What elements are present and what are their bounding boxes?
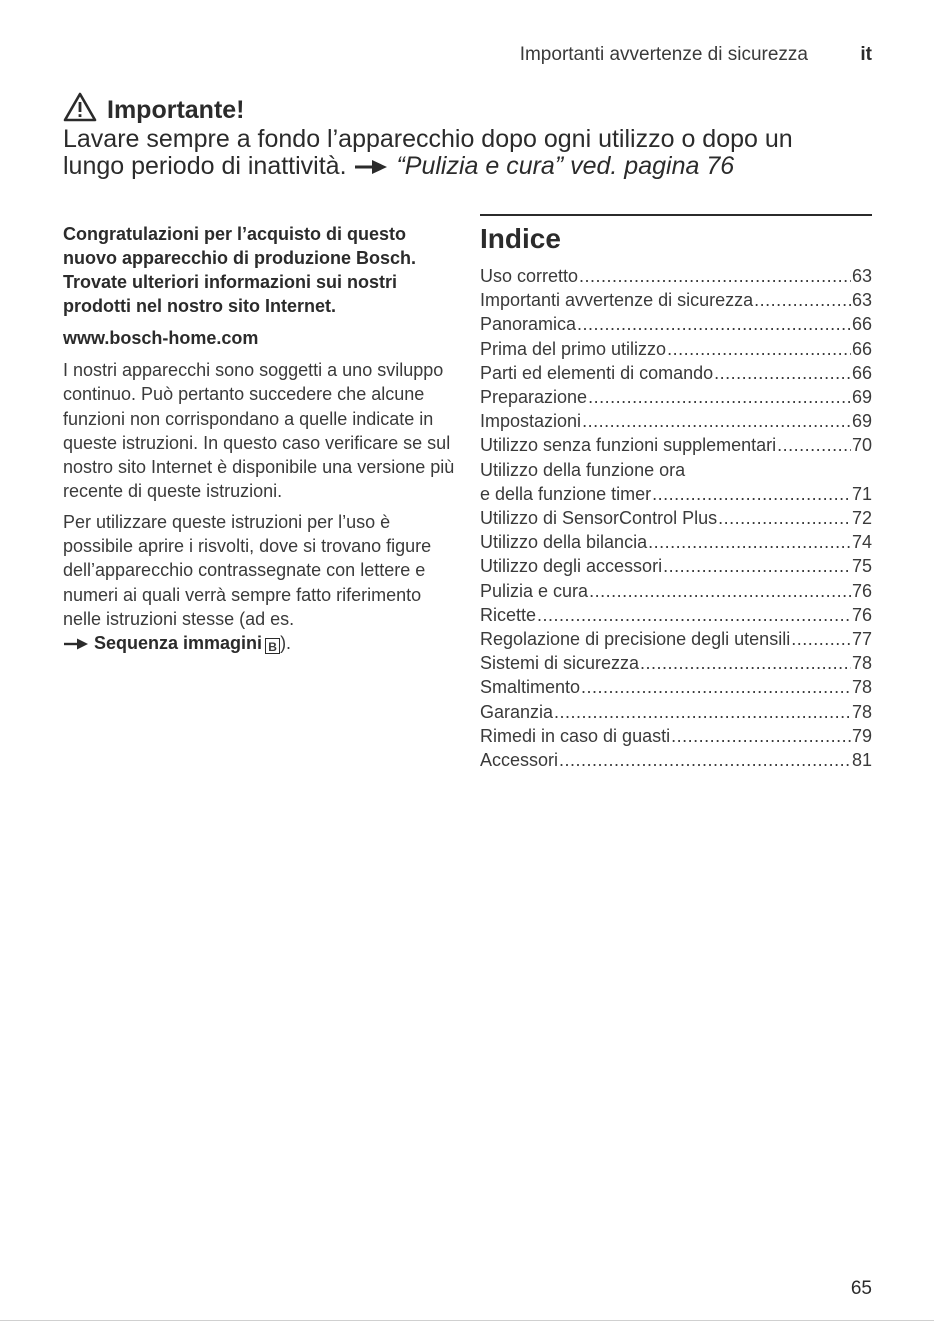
- toc-entry-page: 77: [851, 629, 872, 650]
- toc-entry[interactable]: [480, 579, 872, 603]
- toc-divider: [480, 214, 872, 216]
- toc-entry-leader: [777, 433, 851, 457]
- page-number: 65: [850, 1278, 872, 1299]
- toc-entry[interactable]: [480, 433, 872, 457]
- toc-entry-page: 81: [851, 750, 872, 771]
- warning-triangle-icon: [63, 92, 107, 129]
- toc-entry-page: 78: [851, 701, 872, 722]
- toc-entry-title: Importanti avvertenze di sicurezza: [480, 290, 754, 311]
- toc-entry[interactable]: [480, 603, 872, 627]
- toc-entry[interactable]: [480, 264, 872, 288]
- toc-entry[interactable]: [480, 700, 872, 724]
- congratulations-text: Congratulazioni per l’acquisto di questo nuovo apparecchio di produzione Bosch. Trovate ulteriori informazioni sui nostri prodotti nel nostro sito Internet.: [63, 224, 417, 316]
- toc-entry-title: Prima del primo utilizzo: [480, 338, 667, 359]
- intro-column: [63, 222, 455, 657]
- toc-entry-page: 70: [851, 435, 872, 456]
- toc-entry-title: Regolazione di precisione degli utensili: [480, 629, 791, 650]
- toc-entry-title: Utilizzo degli accessori: [480, 556, 663, 577]
- toc-entry-title: Accessori: [480, 750, 559, 771]
- toc-entry[interactable]: [480, 482, 872, 506]
- toc-entry-page: 71: [851, 483, 872, 504]
- toc-entry-page: 75: [851, 556, 872, 577]
- toc-entry-page: 79: [851, 725, 872, 746]
- toc-entry-title: Garanzia: [480, 701, 554, 722]
- toc-entry-leader: [667, 337, 851, 361]
- toc-entry-page: 72: [851, 508, 872, 529]
- toc-title: Indice: [480, 223, 561, 254]
- toc-entry-title: Preparazione: [480, 387, 588, 408]
- toc-entry-leader: [559, 748, 851, 772]
- toc-entry-title: Utilizzo senza funzioni supplementari: [480, 435, 777, 456]
- important-notice-line2: lungo periodo di inattività.: [63, 152, 347, 180]
- important-notice-line2-wrap: [63, 153, 883, 181]
- toc-entry-page: 66: [851, 314, 872, 335]
- toc-entry[interactable]: [480, 675, 872, 699]
- toc-entry[interactable]: [480, 312, 872, 336]
- toc-entry[interactable]: [480, 554, 872, 578]
- table-of-contents: [480, 214, 872, 772]
- toc-entry[interactable]: [480, 409, 872, 433]
- toc-entry-title: Panoramica: [480, 314, 577, 335]
- important-notice: [63, 92, 883, 181]
- toc-entry-page: 66: [851, 338, 872, 359]
- header-language: it: [860, 44, 872, 65]
- toc-entry[interactable]: [480, 530, 872, 554]
- toc-entry[interactable]: [480, 651, 872, 675]
- toc-entry-title: Pulizia e cura: [480, 580, 589, 601]
- toc-entry-page: 63: [851, 266, 872, 286]
- toc-entry-leader: [577, 312, 851, 336]
- toc-entry-title: Uso corretto: [480, 266, 579, 286]
- toc-entry-leader: [714, 361, 851, 385]
- website-url[interactable]: www.bosch-home.com: [63, 328, 259, 348]
- toc-entry-page: 76: [851, 604, 872, 625]
- toc-entry-title: e della funzione timer: [480, 483, 652, 504]
- toc-entry-leader: [791, 627, 851, 651]
- important-notice-body: [63, 126, 883, 181]
- toc-entry-leader: [537, 603, 851, 627]
- toc-entry-leader: [581, 675, 851, 699]
- arrow-right-icon: [63, 632, 89, 656]
- toc-entry-page: 66: [851, 362, 872, 383]
- toc-entry[interactable]: [480, 288, 872, 312]
- foldouts-text: Per utilizzare queste istruzioni per l’uso è possibile aprire i risvolti, dove si trovano figure dell’apparecchio contrassegnate con lettere e numeri ai quali verrà sempre fatto riferimento nelle istruzioni stesse (ad es.: [63, 511, 432, 629]
- toc-entry-leader: [671, 724, 851, 748]
- toc-entry[interactable]: [480, 385, 872, 409]
- toc-entry[interactable]: [480, 748, 872, 772]
- sequence-suffix: ).: [280, 633, 292, 654]
- toc-entry-leader: [640, 651, 851, 675]
- toc-entry-title: Impostazioni: [480, 411, 582, 432]
- toc-entry[interactable]: [480, 337, 872, 361]
- toc-entry[interactable]: [480, 361, 872, 385]
- toc-entry-title: Utilizzo di SensorControl Plus: [480, 508, 718, 529]
- toc-entry-page: 63: [851, 290, 872, 311]
- intro-paragraph-development: I nostri apparecchi sono soggetti a uno sviluppo continuo. Può pertanto succedere che alcune funzioni non corrispondano a quelle indicate in queste istruzioni. In questo caso verificare se sul nostro sito Internet è disponibile una versione più recente di queste istruzioni.: [63, 360, 455, 502]
- arrow-right-icon: [353, 154, 389, 181]
- header-section-title: Importanti avvertenze di sicurezza: [519, 44, 808, 65]
- toc-entry-page: 76: [851, 580, 872, 601]
- toc-entry-title: Sistemi di sicurezza: [480, 653, 640, 674]
- important-notice-title: Importante!: [107, 95, 245, 124]
- toc-entry-page: 78: [851, 677, 872, 698]
- toc-entry-leader: [589, 579, 851, 603]
- important-notice-line1: Lavare sempre a fondo l’apparecchio dopo ogni utilizzo o dopo un: [63, 125, 793, 153]
- toc-list: [480, 264, 872, 772]
- toc-entry-title: Utilizzo della bilancia: [480, 532, 648, 553]
- toc-entry-title: Parti ed elementi di comando: [480, 362, 714, 383]
- cleaning-care-reference-link[interactable]: “Pulizia e cura” ved. pagina 76: [396, 152, 735, 180]
- toc-entry-prefix[interactable]: Utilizzo della funzione ora: [480, 459, 686, 480]
- toc-entry-page: 78: [851, 653, 872, 674]
- toc-entry-page: 74: [851, 532, 872, 553]
- toc-entry-leader: [588, 385, 851, 409]
- toc-entry-leader: [554, 700, 851, 724]
- toc-entry-leader: [652, 482, 851, 506]
- bottom-divider: [0, 1320, 934, 1321]
- toc-entry[interactable]: [480, 724, 872, 748]
- page-header: [0, 42, 934, 72]
- toc-entry-title: Smaltimento: [480, 677, 581, 698]
- toc-entry-leader: [718, 506, 851, 530]
- toc-entry[interactable]: [480, 506, 872, 530]
- intro-paragraph-foldouts: [63, 510, 455, 657]
- toc-entry-leader: [582, 409, 851, 433]
- toc-entry-title: Ricette: [480, 604, 537, 625]
- toc-entry-leader: [663, 554, 851, 578]
- toc-entry-title: Rimedi in caso di guasti: [480, 725, 671, 746]
- toc-entry-page: 69: [851, 387, 872, 408]
- sequence-images-label: Sequenza immagini: [94, 633, 263, 654]
- toc-entry-page: 69: [851, 411, 872, 432]
- sequence-box-icon: B: [265, 638, 280, 654]
- toc-entry-leader: [754, 288, 851, 312]
- important-notice-heading: [63, 92, 883, 128]
- toc-entry[interactable]: [480, 627, 872, 651]
- toc-entry-leader: [648, 530, 851, 554]
- toc-entry-leader: [579, 264, 851, 288]
